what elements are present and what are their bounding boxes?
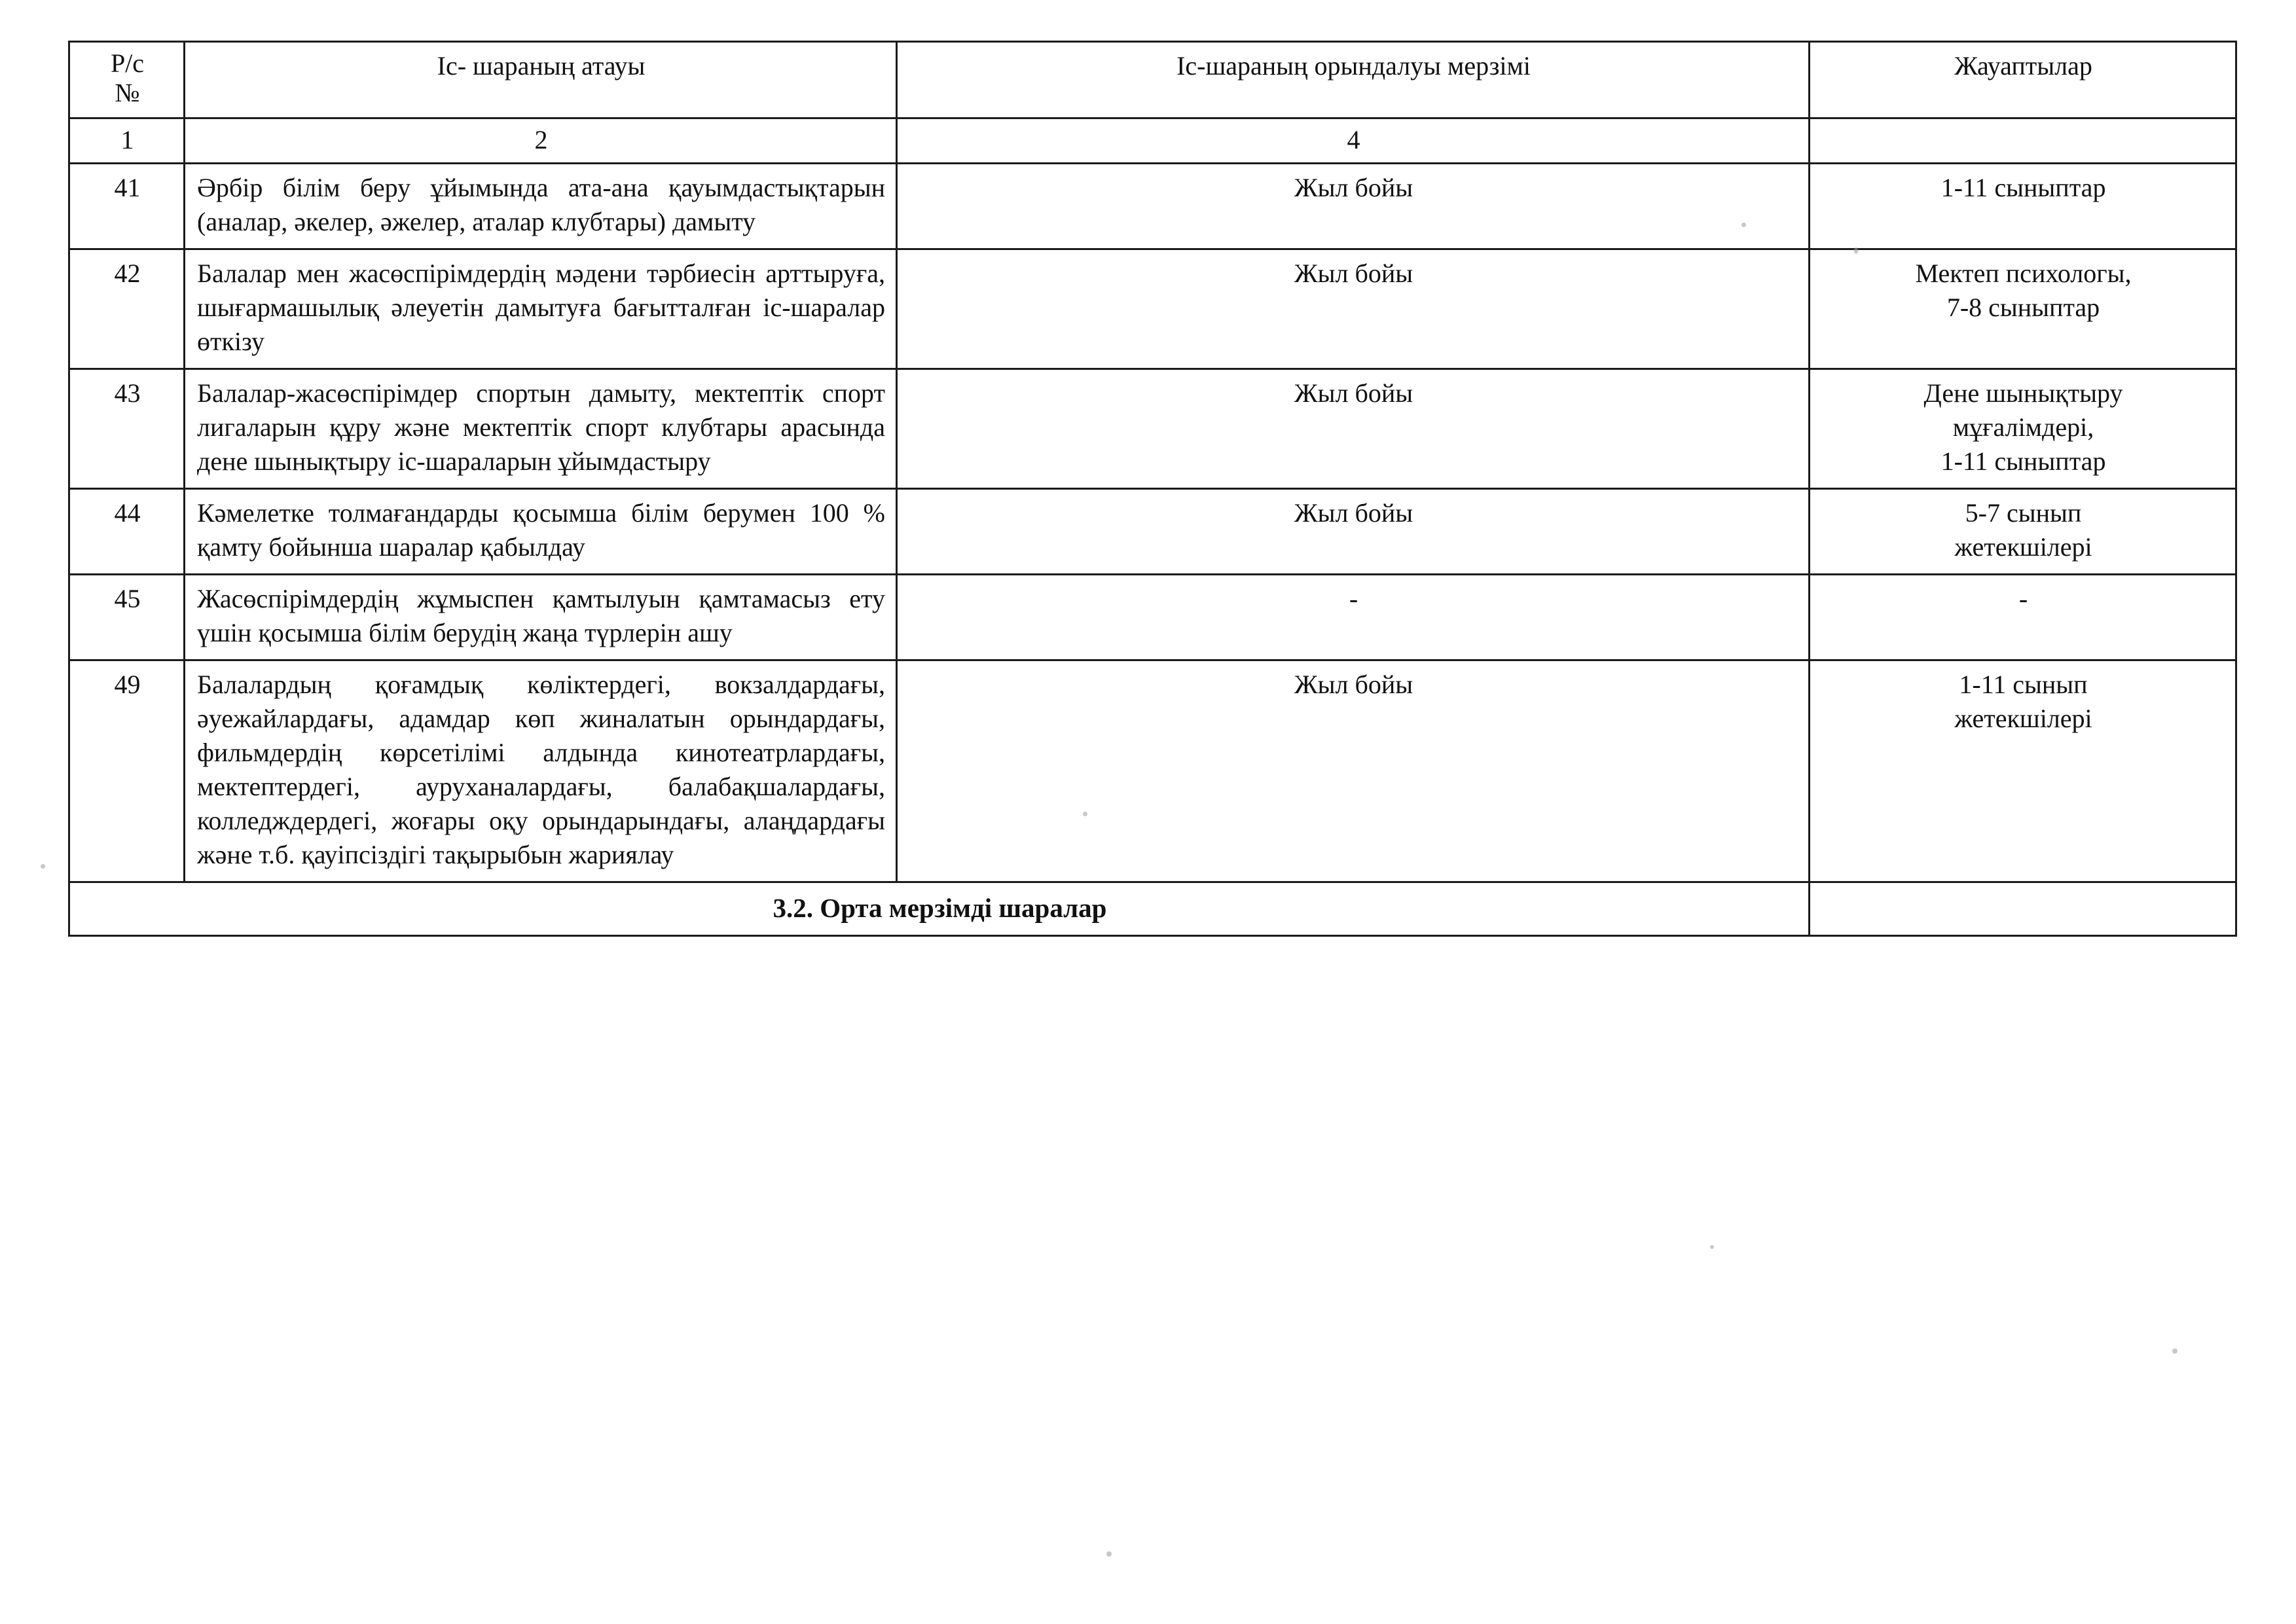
scan-speck <box>1741 223 1746 227</box>
row-activity-name: Балалар-жасөспірімдер спортын дамыту, мектептік спорт лигаларын құру және мектептік спорт клубтары арасында дене шынықтыру іс-шараларын ұйымдастыру <box>185 369 897 488</box>
row-number: 44 <box>69 488 185 574</box>
header-cell-responsible: Жауаптылар <box>1810 42 2236 118</box>
row-term: Жыл бойы <box>897 369 1810 488</box>
table-row <box>69 163 2236 249</box>
row-responsible <box>1810 488 2236 574</box>
header-cell-number <box>69 42 185 118</box>
row-activity-name: Балалардың қоғамдық көліктердегі, вокзалдардағы, әуежайлардағы, адамдар көп жиналатын орындардағы, фильмдердің көрсетілімі алдында кинотеатрлардағы, мектептердегі, ауруханалардағы, балабақшалардағы, колледждердегі, жоғары оқу орындарындағы, алаңдардағы және т.б. қауіпсіздігі тақырыбын жариялау <box>185 660 897 882</box>
column-number-row <box>69 118 2236 163</box>
row-responsible <box>1810 369 2236 488</box>
row-activity-name: Балалар мен жасөспірімдердің мәдени тәрбиесін арттыруға, шығармашылық әлеуетін дамытуға бағытталған іс-шаралар өткізу <box>185 249 897 369</box>
table-header-row <box>69 42 2236 118</box>
responsible-line: 1-11 сынып <box>1959 669 2088 699</box>
row-number: 49 <box>69 660 185 882</box>
row-responsible <box>1810 163 2236 249</box>
colnum-number: 1 <box>69 118 185 163</box>
colnum-responsible <box>1810 118 2236 163</box>
scan-speck <box>2172 1348 2178 1354</box>
table-row <box>69 574 2236 660</box>
row-responsible <box>1810 660 2236 882</box>
responsible-line: мұғалімдері, <box>1952 412 2094 442</box>
table-row <box>69 369 2236 488</box>
activities-table <box>68 41 2237 937</box>
table-header <box>69 42 2236 164</box>
row-activity-name: Жасөспірімдердің жұмыспен қамтылуын қамтамасыз ету үшін қосымша білім берудің жаңа түрлерін ашу <box>185 574 897 660</box>
row-term: Жыл бойы <box>897 660 1810 882</box>
responsible-line: Мектеп психологы, <box>1915 258 2132 288</box>
table-row <box>69 249 2236 369</box>
responsible-line: жетекшілері <box>1954 703 2092 733</box>
section-row <box>69 882 2236 935</box>
responsible-line: 1-11 сыныптар <box>1941 172 2106 202</box>
colnum-term: 4 <box>897 118 1810 163</box>
header-number-line1: Р/с <box>110 48 145 78</box>
row-responsible: - <box>1810 574 2236 660</box>
row-number: 45 <box>69 574 185 660</box>
table-row <box>69 488 2236 574</box>
section-title: 3.2. Орта мерзімді шаралар <box>69 882 1810 935</box>
table-row <box>69 660 2236 882</box>
header-cell-term: Іс-шараның орындалуы мерзімі <box>897 42 1810 118</box>
scan-speck <box>1083 812 1087 816</box>
row-number: 42 <box>69 249 185 369</box>
responsible-line: 1-11 сыныптар <box>1941 446 2106 476</box>
scan-speck <box>41 864 45 869</box>
row-term: Жыл бойы <box>897 163 1810 249</box>
responsible-line: жетекшілері <box>1954 532 2092 562</box>
responsible-line: Дене шынықтыру <box>1923 378 2123 408</box>
scan-speck <box>1854 247 1858 254</box>
row-responsible <box>1810 249 2236 369</box>
row-term: - <box>897 574 1810 660</box>
scan-speck <box>1710 1245 1714 1249</box>
colnum-name: 2 <box>185 118 897 163</box>
responsible-line: 7-8 сыныптар <box>1946 292 2100 322</box>
scan-speck <box>1106 1551 1112 1557</box>
row-term: Жыл бойы <box>897 249 1810 369</box>
row-term: Жыл бойы <box>897 488 1810 574</box>
section-empty-cell <box>1810 882 2236 935</box>
table-body <box>69 163 2236 935</box>
responsible-line: 5-7 сынып <box>1965 497 2082 528</box>
header-cell-name: Іс- шараның атауы <box>185 42 897 118</box>
row-activity-name: Кәмелетке толмағандарды қосымша білім берумен 100 % қамту бойынша шаралар қабылдау <box>185 488 897 574</box>
row-activity-name: Әрбір білім беру ұйымында ата-ана қауымдастықтарын (аналар, әкелер, әжелер, аталар клубтары) дамыту <box>185 163 897 249</box>
row-number: 41 <box>69 163 185 249</box>
header-number-line2: № <box>115 77 140 107</box>
row-number: 43 <box>69 369 185 488</box>
